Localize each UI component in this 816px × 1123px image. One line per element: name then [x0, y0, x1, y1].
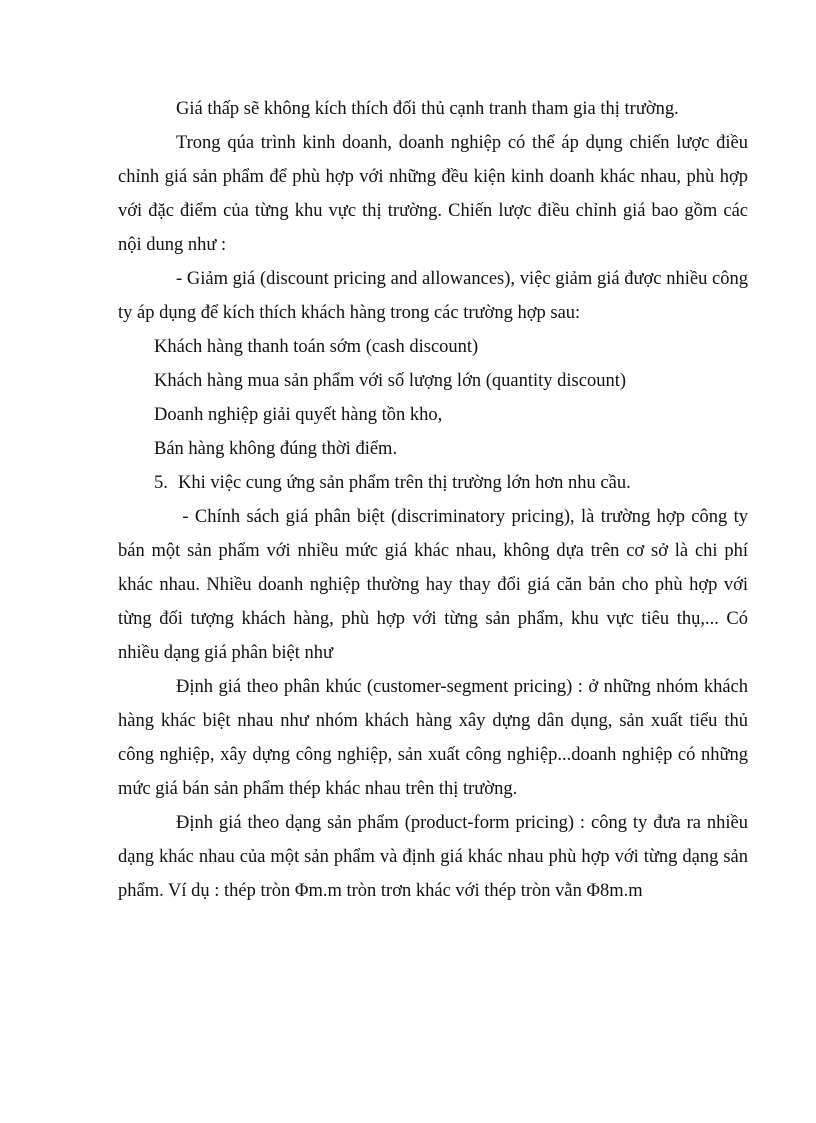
list-item: Khách hàng mua sản phẩm với số lượng lớn (quantity discount) [154, 371, 626, 391]
paragraph-product-form-pricing: Định giá theo dạng sản phẩm (product-form pricing) : công ty đưa ra nhiều dạng khác nhau của một sản phẩm và định giá khác nhau phù hợp với từng dạng sản phẩm. Ví dụ : thép tròn Φm.m tròn trơn khác với thép tròn vằn Φ8m.m [118, 813, 748, 901]
paragraph-discount-pricing: - Giảm giá (discount pricing and allowances), việc giảm giá được nhiều công ty áp dụng để kích thích khách hàng trong các trường hợp sau: [118, 269, 748, 323]
numbered-item [118, 466, 748, 500]
numbered-item-text: Khi việc cung ứng sản phẩm trên thị trường lớn hơn nhu cầu. [178, 473, 631, 493]
discount-cases-list [118, 330, 748, 466]
list-number: 5. [154, 473, 168, 493]
list-item: Bán hàng không đúng thời điểm. [154, 439, 398, 459]
list-item: Doanh nghiệp giải quyết hàng tồn kho, [154, 405, 443, 425]
list-item: Khách hàng thanh toán sớm (cash discount) [154, 337, 479, 357]
paragraph-price-adjustment: Trong qúa trình kinh doanh, doanh nghiệp có thể áp dụng chiến lược điều chỉnh giá sản phẩm để phù hợp với những đều kiện kinh doanh khác nhau, phù hợp với đặc điểm của từng khu vực thị trường. Chiến lược điều chỉnh giá bao gồm các nội dung như : [118, 133, 748, 255]
paragraph-segment-pricing: Định giá theo phân khúc (customer-segment pricing) : ở những nhóm khách hàng khác biệt nhau như nhóm khách hàng xây dựng dân dụng, sản xuất tiểu thủ công nghiệp, xây dựng công nghiệp, sản xuất công nghiệp...doanh nghiệp có những mức giá bán sản phẩm thép khác nhau trên thị trường. [118, 677, 748, 799]
paragraph-discriminatory-pricing: - Chính sách giá phân biệt (discriminatory pricing), là trường hợp công ty bán một sản phẩm với nhiều mức giá khác nhau, không dựa trên cơ sở là chi phí khác nhau. Nhiều doanh nghiệp thường hay thay đổi giá căn bản cho phù hợp với từng đối tượng khách hàng, phù hợp với từng sản phẩm, khu vực tiêu thụ,... Có nhiều dạng giá phân biệt như [118, 507, 753, 663]
document-body [118, 92, 753, 908]
paragraph-low-price: Giá thấp sẽ không kích thích đối thủ cạnh tranh tham gia thị trường. [176, 99, 679, 119]
